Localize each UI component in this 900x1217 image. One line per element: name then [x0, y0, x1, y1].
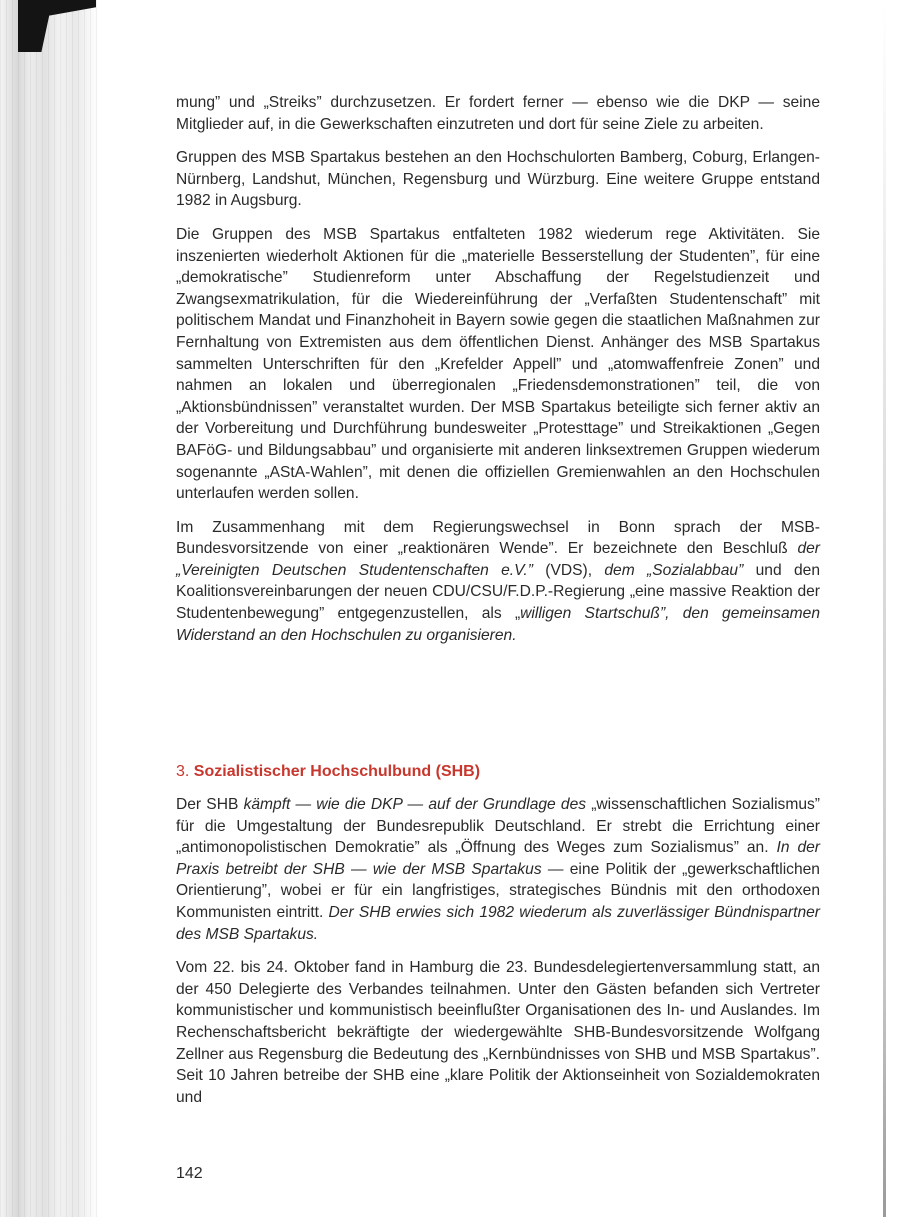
section-paragraph-1-part1: Der SHB [176, 796, 244, 813]
paragraph-4-part3: (VDS), [532, 561, 605, 579]
paragraph-3: Die Gruppen des MSB Spartakus entfalteten 1982 wiederum rege Aktivitäten. Sie inszenierten wiederholt Aktionen für die „materielle Besserstellung der Studenten”, für eine „demokratische” Studienreform unter Abschaffung der Regelstudienzeit und Zwangsexmatrikulation, für die Wiedereinführung der „Verfaßten Studentenschaft” mit politischem Mandat und Finanzhoheit in Bayern sowie gegen die staatlichen Maßnahmen zur Fernhaltung von Extremisten aus dem öffentlichen Dienst. Anhänger des MSB Spartakus sammelten Unterschriften für den „Krefelder Appell” und „atomwaffenfreie Zonen” und nahmen an lokalen und überregionalen „Friedensdemonstrationen” teil, die von „Aktionsbündnissen” veranstaltet wurden. Der MSB Spartakus beteiligte sich ferner aktiv an der Vorbereitung und Durchführung bundesweiter „Protesttage” und Streikaktionen „Gegen BAFöG- und Bildungsabbau” und organisierte mit anderen linksextremen Gruppen wiederum sogenannte „AStA-Wahlen”, mit denen die offiziellen Gremienwahlen an den Hochschulen unterlaufen werden sollen. [176, 225, 820, 503]
section-paragraph-1 [176, 794, 820, 945]
paragraph-4-part5: und den Koalitionsvereinbarungen der neuen CDU/CSU/F.D.P.-Regierung „eine massive Reaktion der Studentenbewegung” entgegenzustellen, als „ [176, 561, 821, 623]
paragraph-1: mung” und „Streiks” durchzusetzen. Er fordert ferner — ebenso wie die DKP — seine Mitglieder auf, in die Gewerkschaften einzutreten und dort für seine Ziele zu arbeiten. [176, 94, 820, 133]
section-paragraph-1-part3: „wissenschaftlichen Sozialismus” für die Umgestaltung der Bundesrepublik Deutschland. Er strebt die Errichtung einer „antimonopolistischen Demokratie” als „Öffnung des Weges zum Sozialismus” an. [176, 796, 820, 857]
section-paragraph-2: Vom 22. bis 24. Oktober fand in Hamburg die 23. Bundesdelegiertenversammlung statt, an der 450 Delegierte des Verbandes teilnahmen. Unter den Gästen befanden sich Vertreter kommunistischer und kommunistisch beeinflußter Organisationen des In- und Auslandes. Im Rechenschaftsbericht bekräftigte der wiedergewählte SHB-Bundesvorsitzende Wolfgang Zellner aus Regensburg die Bedeutung des „Kernbündnisses von SHB und MSB Spartakus”. Seit 10 Jahren betreibe der SHB eine „klare Politik der Aktionseinheit von Sozialdemokraten und [176, 959, 820, 1106]
section-number: 3. [176, 763, 190, 780]
section-title: Sozialistischer Hochschulbund (SHB) [193, 763, 481, 780]
section-heading [176, 761, 480, 783]
section-paragraph-1-part2: kämpft — wie die DKP — auf der Grundlage des [243, 796, 587, 813]
paragraph-2: Gruppen des MSB Spartakus bestehen an den Hochschulorten Bamberg, Coburg, Erlangen-Nürnberg, Landshut, München, Regensburg und Würzburg. Eine weitere Gruppe entstand 1982 in Augsburg. [176, 149, 820, 210]
section-paragraph-1-part4: In der Praxis betreibt der SHB — wie der MSB Spartakus — [176, 839, 820, 878]
section-paragraph-1-part5: eine Politik der „gewerkschaftlichen Orientierung”, wobei er für ein langfristiges, strategisches Bündnis mit den orthodoxen Kommunisten eintritt. [176, 860, 820, 921]
page-edge-shadow [883, 0, 886, 1217]
book-spine-shadow [0, 0, 100, 1217]
page-body-section [176, 794, 820, 1108]
paragraph-4-part6: willigen Startschuß”, den gemeinsamen Widerstand an den Hochschulen zu organisieren. [176, 605, 820, 644]
paragraph-4-part4: dem „Sozialabbau” [604, 561, 744, 579]
section-paragraph-1-part6: Der SHB erwies sich 1982 wiederum als zuverlässiger Bündnispartner des MSB Spartakus. [176, 903, 820, 943]
paragraph-4-part1: Im Zusammenhang mit dem Regierungswechsel in Bonn sprach der MSB-Bundesvorsitzende von einer „reaktionären Wende”. Er bezeichnete den Beschluß [176, 518, 820, 558]
paragraph-4 [176, 517, 820, 647]
page-number: 142 [176, 1165, 203, 1182]
page-body-top [176, 92, 820, 646]
paragraph-4-part2: der „Vereinigten Deutschen Studentenschaften e.V.” [176, 540, 820, 579]
